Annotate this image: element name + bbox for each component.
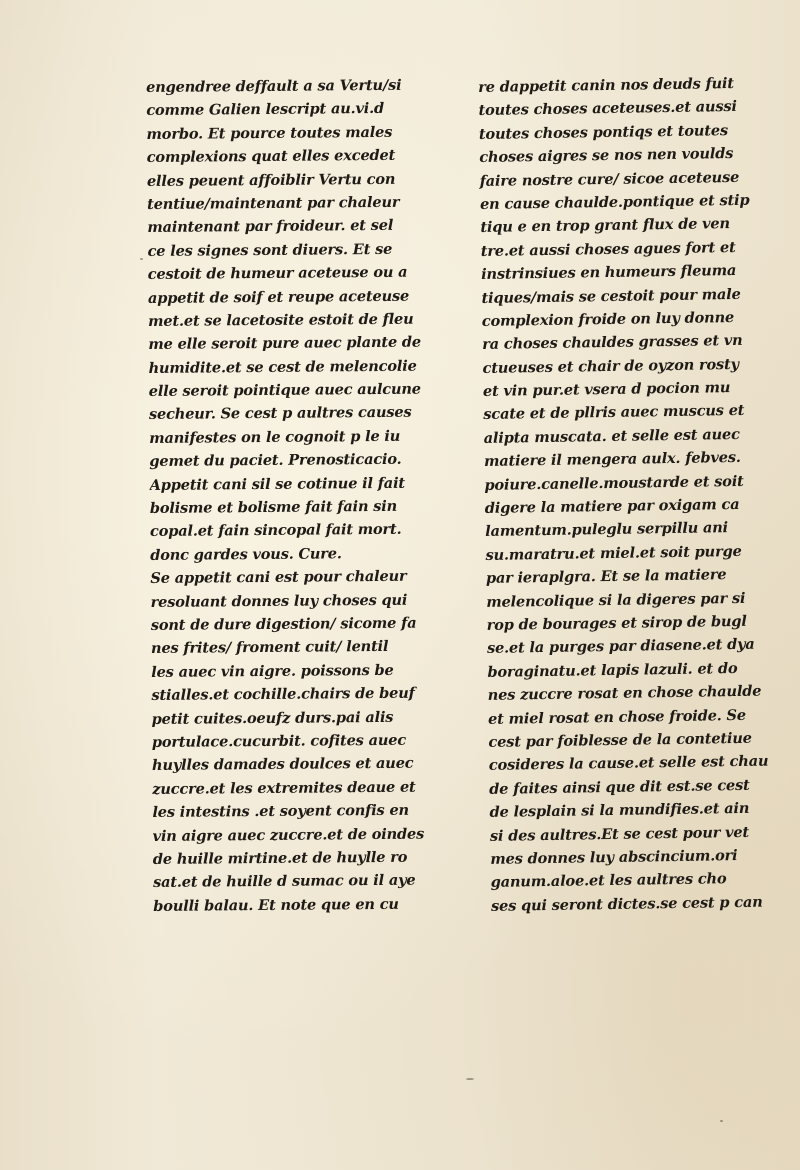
text-line: nes frites/ froment cuit/ lentil [150,638,389,658]
text-line: choses aigres se nos nen voulds [479,145,734,167]
text-line: poiure.canelle.moustarde et soit [484,472,744,494]
text-line: ses qui seront dictes.se cest p can [490,893,763,915]
text-line: cest par foiblesse de la contetiue [488,729,752,751]
text-line: re dappetit canin nos deuds fuit [478,74,735,96]
text-line: vin aigre auec zuccre.et de oindes [152,825,425,845]
text-line: elles peuent affoiblir Vertu con [146,170,396,190]
text-line: toutes choses pontiqs et toutes [478,121,729,143]
text-line: bolisme et bolisme fait fain sin [149,497,398,518]
text-line: copal.et fain sincopal fait mort. [149,521,402,541]
text-line: boraginatu.et lapis lazuli. et do [487,659,738,681]
text-line: lamentum.puleglu serpillu ani [485,519,729,541]
text-line: Se appetit cani est pour chaleur [150,567,407,588]
text-line: gemet du paciet. Prenosticacio. [149,451,402,471]
text-line: stialles.et cochille.chairs de beuf [151,684,415,705]
text-line: de faites ainsi que dit est.se cest [489,776,750,798]
text-line: zuccre.et les extremites deaue et [152,778,416,798]
text-line: portulace.cucurbit. cofites auec [151,731,407,751]
text-line: si des aultres.Et se cest pour vet [489,823,750,845]
text-line: se.et la purges par diasene.et dya [486,636,755,658]
text-line: de huille mirtine.et de huylle ro [152,848,408,868]
text-line: tiques/mais se cestoit pour male [481,285,741,307]
text-line: humidite.et se cest de melencolie [148,357,417,377]
text-line: faire nostre cure/ sicoe aceteuse [479,168,740,190]
text-line: tentiue/maintenant par chaleur [147,193,400,213]
text-line: ganum.aloe.et les aultres cho [490,870,727,892]
text-line: ra choses chauldes grasses et vn [482,332,743,354]
text-line: complexion froide on luy donne [481,308,735,330]
text-line: manifestes on le cognoit p le iu [149,427,401,447]
text-line: toutes choses aceteuses.et aussi [478,98,737,120]
right-text-column [478,71,800,918]
left-text-column [146,73,485,918]
text-line: ce les signes sont diuers. Et se [147,240,393,260]
text-line: ctueuses et chair de oyzon rosty [482,355,739,377]
text-line: et miel rosat en chose froide. Se [487,706,747,728]
text-line: donc gardes vous. Cure. [150,545,342,564]
text-line: sat.et de huille d sumac ou il aye [152,871,416,892]
text-line: rop de bourages et sirop de bugl [486,612,747,634]
text-line: par ieraplgra. Et se la matiere [485,566,727,588]
text-line: digere la matiere par oxigam ca [484,495,740,517]
text-line: cosideres la cause.et selle est chau [488,752,769,775]
text-line: resoluant donnes luy choses qui [150,591,408,611]
text-line: Appetit cani sil se cotinue il fait [149,474,405,494]
text-line: les intestins .et soyent confis en [152,801,409,822]
text-line: morbo. Et pource toutes males [146,123,393,143]
ink-speck [140,258,143,260]
text-line: instrinsiues en humeurs fleuma [480,262,737,284]
text-line: en cause chaulde.pontique et stip [479,191,750,213]
text-line: et vin pur.et vsera d pocion mu [482,379,731,401]
text-line: complexions quat elles excedet [146,147,396,167]
text-line: nes zuccre rosat en chose chaulde [487,682,762,705]
text-line: tiqu e en trop grant flux de ven [480,215,731,237]
text-line: matiere il mengera aulx. febves. [483,449,741,471]
text-line: boulli balau. Et note que en cu [153,895,399,915]
text-line: tre.et aussi choses agues fort et [480,238,736,260]
text-line: scate et de pllris auec muscus et [483,402,745,424]
text-line: comme Galien lescript au.vi.d [146,100,385,120]
text-line: me elle seroit pure auec plante de [148,333,422,354]
ink-speck [720,1120,723,1122]
text-line: cestoit de humeur aceteuse ou a [147,263,408,284]
text-line: sont de dure digestion/ sicome fa [150,614,417,634]
text-line: de lesplain si la mundifies.et ain [489,799,750,822]
text-line: les auec vin aigre. poissons be [151,661,394,681]
text-line: secheur. Se cest p aultres causes [148,404,412,424]
text-line: petit cuites.oeufz durs.pai alis [151,708,394,728]
text-line: appetit de soif et reupe aceteuse [147,287,410,307]
text-line: mes donnes luy abscincium.ori [490,846,738,868]
text-line: maintenant par froideur. et sel [147,217,394,237]
text-line: su.maratru.et miel.et soit purge [485,542,742,564]
text-line: elle seroit pointique auec aulcune [148,380,421,401]
text-line: alipta muscata. et selle est auec [483,425,740,447]
text-line: engendree deffault a sa Vertu/si [146,76,402,96]
text-line: huylles damades doulces et auec [151,755,414,775]
ink-speck [466,1078,474,1080]
text-line: melencolique si la digeres par si [486,589,746,611]
text-line: met.et se lacetosite estoit de fleu [148,310,414,330]
